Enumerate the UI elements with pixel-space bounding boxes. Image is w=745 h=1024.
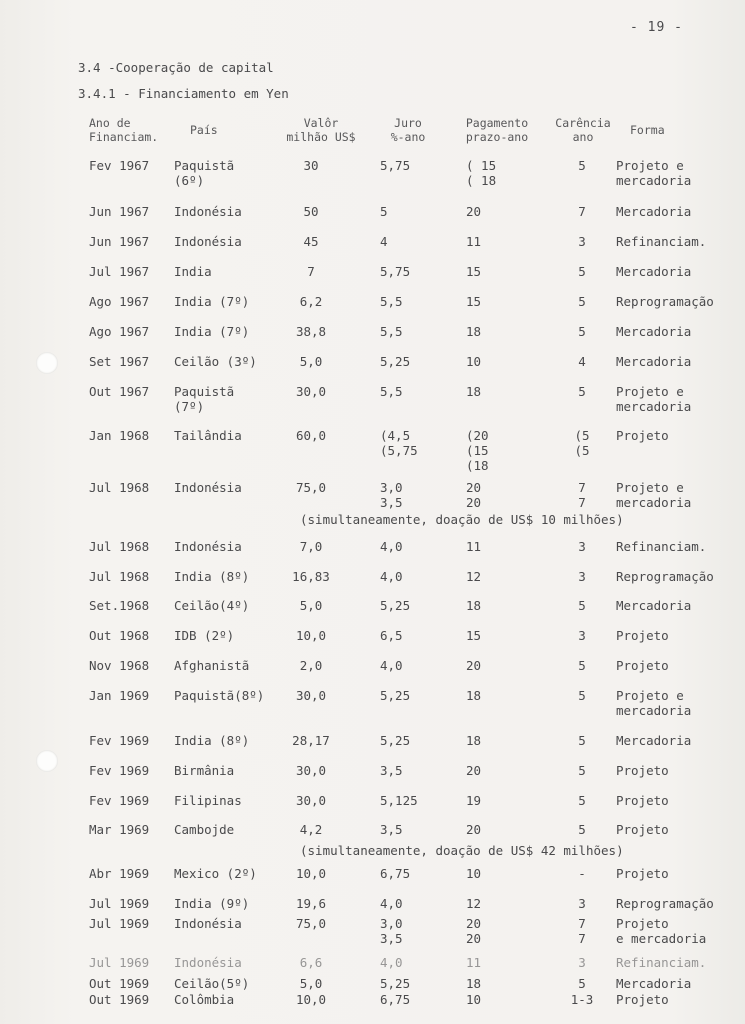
cell-pais: India (9º) bbox=[174, 896, 250, 911]
note-donation: (simultaneamente, doação de US$ 42 milhões) bbox=[300, 843, 624, 858]
cell-pais: Ceilão(5º) bbox=[174, 976, 250, 991]
cell-pais: Indonésia bbox=[174, 539, 242, 554]
cell-forma: Projeto e mercadoria bbox=[616, 688, 692, 718]
cell-carencia: 3 bbox=[578, 539, 586, 554]
cell-forma: Mercadoria bbox=[616, 324, 692, 339]
header-pagamento-line2: prazo-ano bbox=[465, 130, 529, 144]
cell-forma: Mercadoria bbox=[616, 976, 692, 991]
cell-carencia: 3 bbox=[578, 955, 586, 970]
cell-ano: Jul 1968 bbox=[89, 480, 150, 495]
cell-juro: 5,25 bbox=[380, 976, 411, 991]
cell-valor: 60,0 bbox=[295, 428, 327, 443]
cell-valor: 4,2 bbox=[299, 822, 323, 837]
cell-ano: Jul 1968 bbox=[89, 569, 150, 584]
cell-juro: 4,0 bbox=[380, 658, 403, 673]
cell-valor: 30 bbox=[303, 158, 319, 173]
cell-valor: 30,0 bbox=[295, 384, 327, 399]
cell-forma: Projeto bbox=[616, 763, 669, 778]
cell-pais: Birmânia bbox=[174, 763, 235, 778]
cell-pais: Paquistã(8º) bbox=[174, 688, 265, 703]
cell-valor: 30,0 bbox=[295, 793, 327, 808]
header-valor-line1: Valôr bbox=[303, 116, 339, 130]
cell-pagamento: (20 (15 (18 bbox=[466, 428, 489, 473]
cell-forma: Projeto bbox=[616, 658, 669, 673]
cell-forma: Reprogramação bbox=[616, 569, 714, 584]
cell-juro: 5,5 bbox=[380, 324, 403, 339]
cell-ano: Ago 1967 bbox=[89, 324, 150, 339]
cell-juro: 6,5 bbox=[380, 628, 403, 643]
cell-carencia: (5 (5 bbox=[574, 428, 590, 458]
cell-juro: 3,0 3,5 bbox=[380, 916, 403, 946]
cell-pais: Indonésia bbox=[174, 916, 242, 931]
cell-carencia: 3 bbox=[578, 234, 586, 249]
cell-forma: Projeto bbox=[616, 793, 669, 808]
cell-ano: Out 1969 bbox=[89, 992, 150, 1007]
cell-pais: IDB (2º) bbox=[174, 628, 235, 643]
cell-ano: Out 1967 bbox=[89, 384, 150, 399]
cell-pagamento: 20 bbox=[466, 204, 482, 219]
punch-hole bbox=[36, 352, 58, 374]
cell-pagamento: 15 bbox=[466, 294, 482, 309]
cell-pais: Indonésia bbox=[174, 955, 242, 970]
header-valor bbox=[276, 116, 366, 144]
cell-forma: Reprogramação bbox=[616, 896, 714, 911]
cell-pagamento: 15 bbox=[466, 628, 482, 643]
cell-juro: (4,5 (5,75 bbox=[380, 428, 418, 458]
cell-juro: 3,5 bbox=[380, 822, 403, 837]
cell-carencia: 7 7 bbox=[578, 480, 586, 510]
cell-valor: 7 bbox=[307, 264, 315, 279]
cell-pagamento: 15 bbox=[466, 264, 482, 279]
section-title: 3.4 -Cooperação de capital bbox=[78, 60, 274, 75]
cell-carencia: 1-3 bbox=[570, 992, 594, 1007]
cell-forma: Mercadoria bbox=[616, 204, 692, 219]
cell-pagamento: 11 bbox=[466, 234, 482, 249]
cell-juro: 5,5 bbox=[380, 384, 403, 399]
cell-pagamento: 12 bbox=[466, 896, 482, 911]
subsection-title: 3.4.1 - Financiamento em Yen bbox=[78, 86, 289, 101]
header-carencia bbox=[548, 116, 618, 144]
cell-carencia: 5 bbox=[578, 976, 586, 991]
header-forma: Forma bbox=[630, 123, 665, 137]
header-valor-line2: milhão US$ bbox=[286, 130, 356, 144]
cell-juro: 5,25 bbox=[380, 688, 411, 703]
cell-forma: Projeto bbox=[616, 992, 669, 1007]
cell-pais: Ceilão (3º) bbox=[174, 354, 257, 369]
cell-forma: Reprogramação bbox=[616, 294, 714, 309]
cell-juro: 5,25 bbox=[380, 354, 411, 369]
cell-ano: Set 1967 bbox=[89, 354, 150, 369]
cell-pais: Indonésia bbox=[174, 480, 242, 495]
cell-forma: Mercadoria bbox=[616, 598, 692, 613]
cell-carencia: 5 bbox=[578, 658, 586, 673]
cell-carencia: 5 bbox=[578, 324, 586, 339]
cell-forma: Projeto e mercadoria bbox=[616, 480, 692, 510]
cell-juro: 4,0 bbox=[380, 955, 403, 970]
cell-pais: Paquistã (7º) bbox=[174, 384, 235, 414]
cell-carencia: 5 bbox=[578, 158, 586, 173]
cell-juro: 5,75 bbox=[380, 264, 411, 279]
cell-pagamento: 18 bbox=[466, 976, 482, 991]
cell-juro: 4 bbox=[380, 234, 388, 249]
cell-pais: Ceilão(4º) bbox=[174, 598, 250, 613]
cell-carencia: 7 7 bbox=[578, 916, 586, 946]
cell-juro: 5,125 bbox=[380, 793, 418, 808]
cell-carencia: 5 bbox=[578, 763, 586, 778]
page-number: - 19 - bbox=[630, 20, 683, 35]
cell-ano: Out 1968 bbox=[89, 628, 150, 643]
cell-ano: Out 1969 bbox=[89, 976, 150, 991]
cell-ano: Fev 1967 bbox=[89, 158, 150, 173]
cell-valor: 28,17 bbox=[292, 733, 330, 748]
cell-valor: 5,0 bbox=[299, 598, 323, 613]
cell-juro: 5,75 bbox=[380, 158, 411, 173]
cell-ano: Jul 1968 bbox=[89, 539, 150, 554]
cell-pais: Indonésia bbox=[174, 204, 242, 219]
header-pagamento-line1: Pagamento bbox=[465, 116, 529, 130]
cell-valor: 10,0 bbox=[295, 992, 327, 1007]
cell-pagamento: 18 bbox=[466, 384, 482, 399]
cell-pagamento: 10 bbox=[466, 992, 482, 1007]
cell-pagamento: 20 20 bbox=[466, 480, 482, 510]
cell-juro: 4,0 bbox=[380, 896, 403, 911]
cell-ano: Fev 1969 bbox=[89, 793, 150, 808]
cell-valor: 45 bbox=[303, 234, 319, 249]
header-pais: País bbox=[190, 123, 218, 137]
cell-pagamento: 18 bbox=[466, 688, 482, 703]
header-juro-line2: %-ano bbox=[390, 130, 426, 144]
cell-pais: Indonésia bbox=[174, 234, 242, 249]
cell-carencia: 5 bbox=[578, 294, 586, 309]
cell-pagamento: 10 bbox=[466, 354, 482, 369]
cell-carencia: 5 bbox=[578, 598, 586, 613]
cell-juro: 3,5 bbox=[380, 763, 403, 778]
header-juro-line1: Juro bbox=[394, 116, 422, 130]
cell-pais: India bbox=[174, 264, 212, 279]
cell-ano: Jan 1969 bbox=[89, 688, 150, 703]
cell-ano: Fev 1969 bbox=[89, 763, 150, 778]
punch-hole bbox=[36, 750, 58, 772]
cell-carencia: 5 bbox=[578, 264, 586, 279]
cell-valor: 6,6 bbox=[299, 955, 323, 970]
cell-ano: Jul 1969 bbox=[89, 955, 150, 970]
cell-pais: India (8º) bbox=[174, 733, 250, 748]
cell-carencia: - bbox=[578, 866, 586, 881]
cell-carencia: 3 bbox=[578, 628, 586, 643]
cell-carencia: 5 bbox=[578, 688, 586, 703]
cell-juro: 5 bbox=[380, 204, 388, 219]
header-ano-line1: Ano de bbox=[89, 116, 131, 130]
cell-forma: Refinanciam. bbox=[616, 539, 707, 554]
cell-valor: 30,0 bbox=[295, 763, 327, 778]
cell-valor: 75,0 bbox=[295, 916, 327, 931]
cell-valor: 2,0 bbox=[299, 658, 323, 673]
cell-ano: Nov 1968 bbox=[89, 658, 150, 673]
cell-forma: Refinanciam. bbox=[616, 234, 707, 249]
cell-ano: Set.1968 bbox=[89, 598, 150, 613]
cell-ano: Mar 1969 bbox=[89, 822, 150, 837]
cell-valor: 38,8 bbox=[295, 324, 327, 339]
cell-valor: 7,0 bbox=[299, 539, 323, 554]
cell-pagamento: 20 20 bbox=[466, 916, 482, 946]
cell-carencia: 3 bbox=[578, 896, 586, 911]
cell-pais: Paquistã (6º) bbox=[174, 158, 235, 188]
cell-pagamento: 19 bbox=[466, 793, 482, 808]
cell-pagamento: 11 bbox=[466, 955, 482, 970]
cell-pais: Tailândia bbox=[174, 428, 242, 443]
cell-forma: Projeto e mercadoria bbox=[616, 916, 707, 946]
cell-ano: Jul 1969 bbox=[89, 896, 150, 911]
cell-carencia: 7 bbox=[578, 204, 586, 219]
cell-juro: 6,75 bbox=[380, 866, 411, 881]
cell-pagamento: 20 bbox=[466, 658, 482, 673]
cell-pais: Afghanistã bbox=[174, 658, 250, 673]
cell-juro: 3,0 3,5 bbox=[380, 480, 403, 510]
cell-ano: Jun 1967 bbox=[89, 234, 150, 249]
header-pagamento bbox=[456, 116, 538, 144]
cell-pais: India (8º) bbox=[174, 569, 250, 584]
cell-valor: 50 bbox=[303, 204, 319, 219]
cell-pais: Colômbia bbox=[174, 992, 235, 1007]
cell-valor: 6,2 bbox=[299, 294, 323, 309]
cell-juro: 4,0 bbox=[380, 569, 403, 584]
cell-pagamento: 11 bbox=[466, 539, 482, 554]
cell-forma: Mercadoria bbox=[616, 733, 692, 748]
cell-juro: 4,0 bbox=[380, 539, 403, 554]
cell-ano: Jul 1967 bbox=[89, 264, 150, 279]
cell-carencia: 5 bbox=[578, 793, 586, 808]
cell-valor: 5,0 bbox=[299, 354, 323, 369]
cell-forma: Projeto bbox=[616, 866, 669, 881]
note-donation: (simultaneamente, doação de US$ 10 milhões) bbox=[300, 512, 624, 527]
cell-carencia: 5 bbox=[578, 822, 586, 837]
cell-valor: 16,83 bbox=[292, 569, 330, 584]
cell-pagamento: 12 bbox=[466, 569, 482, 584]
cell-forma: Mercadoria bbox=[616, 264, 692, 279]
header-ano-line2: Financiam. bbox=[89, 130, 159, 144]
cell-pais: Cambojde bbox=[174, 822, 235, 837]
cell-ano: Jul 1969 bbox=[89, 916, 150, 931]
header-carencia-line2: ano bbox=[572, 130, 594, 144]
cell-forma: Projeto bbox=[616, 428, 669, 443]
cell-valor: 30,0 bbox=[295, 688, 327, 703]
cell-valor: 5,0 bbox=[299, 976, 323, 991]
cell-forma: Refinanciam. bbox=[616, 955, 707, 970]
cell-forma: Projeto e mercadoria bbox=[616, 384, 692, 414]
cell-forma: Projeto e mercadoria bbox=[616, 158, 692, 188]
cell-pagamento: 18 bbox=[466, 324, 482, 339]
cell-juro: 5,25 bbox=[380, 598, 411, 613]
cell-pagamento: 10 bbox=[466, 866, 482, 881]
cell-pais: India (7º) bbox=[174, 324, 250, 339]
cell-carencia: 5 bbox=[578, 384, 586, 399]
cell-juro: 6,75 bbox=[380, 992, 411, 1007]
cell-carencia: 5 bbox=[578, 733, 586, 748]
cell-ano: Abr 1969 bbox=[89, 866, 150, 881]
cell-pagamento: 20 bbox=[466, 763, 482, 778]
header-juro bbox=[378, 116, 438, 144]
cell-valor: 75,0 bbox=[295, 480, 327, 495]
cell-pais: India (7º) bbox=[174, 294, 250, 309]
cell-forma: Projeto bbox=[616, 822, 669, 837]
cell-pais: Mexico (2º) bbox=[174, 866, 257, 881]
cell-carencia: 4 bbox=[578, 354, 586, 369]
cell-valor: 10,0 bbox=[295, 866, 327, 881]
cell-ano: Fev 1969 bbox=[89, 733, 150, 748]
cell-juro: 5,5 bbox=[380, 294, 403, 309]
cell-valor: 10,0 bbox=[295, 628, 327, 643]
cell-valor: 19,6 bbox=[295, 896, 327, 911]
cell-pagamento: ( 15 ( 18 bbox=[466, 158, 497, 188]
cell-forma: Projeto bbox=[616, 628, 669, 643]
cell-pagamento: 18 bbox=[466, 598, 482, 613]
cell-juro: 5,25 bbox=[380, 733, 411, 748]
cell-carencia: 3 bbox=[578, 569, 586, 584]
cell-forma: Mercadoria bbox=[616, 354, 692, 369]
cell-pagamento: 18 bbox=[466, 733, 482, 748]
header-carencia-line1: Carência bbox=[555, 116, 611, 130]
cell-ano: Jan 1968 bbox=[89, 428, 150, 443]
cell-pagamento: 20 bbox=[466, 822, 482, 837]
cell-pais: Filipinas bbox=[174, 793, 242, 808]
header-ano bbox=[89, 116, 158, 144]
cell-ano: Jun 1967 bbox=[89, 204, 150, 219]
cell-ano: Ago 1967 bbox=[89, 294, 150, 309]
